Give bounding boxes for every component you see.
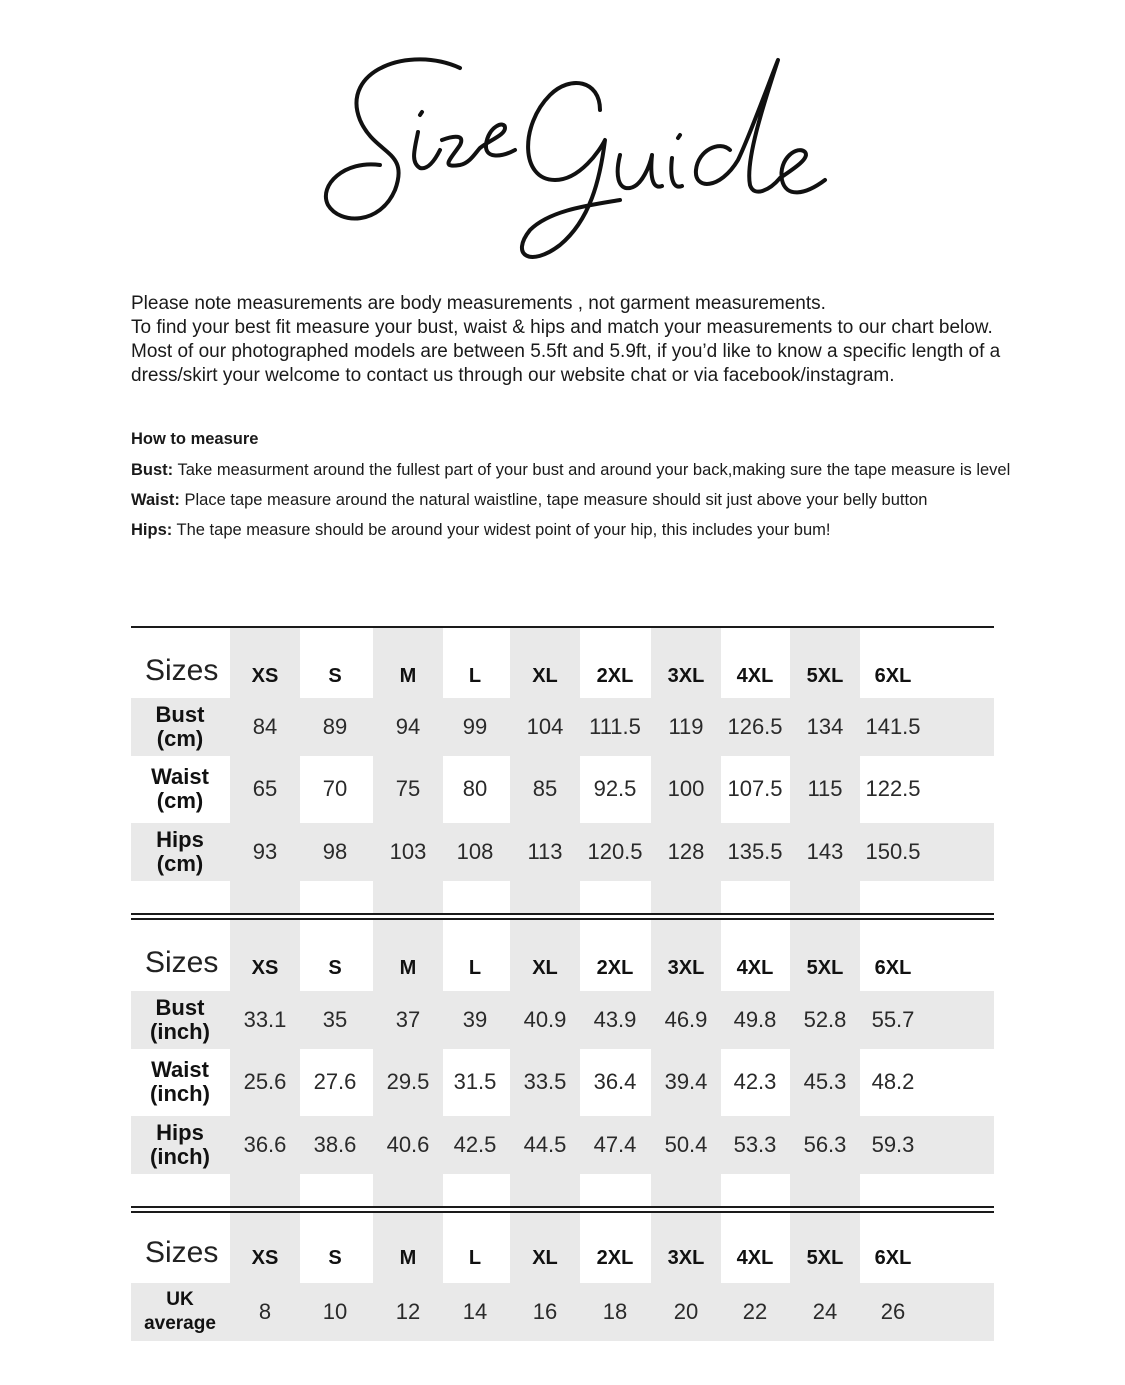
table-cell: 122.5 <box>865 776 921 801</box>
table-cell: 120.5 <box>587 839 643 864</box>
table-cell: 36.6 <box>243 1132 287 1157</box>
size-header: 3XL <box>667 664 705 687</box>
row-label <box>131 1283 229 1341</box>
table-cell: 85 <box>532 776 558 801</box>
row-label <box>131 823 229 881</box>
row-label-line-1: Bust <box>155 995 205 1020</box>
table-cell: 40.9 <box>523 1007 567 1032</box>
how-to-hips-text: The tape measure should be around your widest point of your hip, this includes your bum! <box>172 521 831 539</box>
table-cell: 22 <box>742 1299 768 1324</box>
row-label <box>131 698 229 756</box>
table-cell: 103 <box>389 839 427 864</box>
table-cell: 18 <box>602 1299 628 1324</box>
row-label <box>131 1116 229 1174</box>
table-cell: 115 <box>807 776 843 801</box>
size-header: 3XL <box>667 956 705 979</box>
how-to-bust-label: Bust: <box>131 461 174 479</box>
row-label-line-1: UK <box>166 1289 194 1310</box>
size-header: 2XL <box>596 1246 634 1269</box>
intro-line-2: To find your best fit measure your bust, waist & hips and match your measurements to our chart below. Most of our photographed models are between 5.5ft and 5.9ft, if you’d like to know a specific length of a dress/skirt your welcome to contact us through our website chat or via facebook/instagram. <box>131 317 1001 386</box>
table-cell: 40.6 <box>386 1132 430 1157</box>
table-cell: 33.1 <box>243 1007 287 1032</box>
divider-line <box>131 1206 994 1208</box>
table-cell: 25.6 <box>243 1069 287 1094</box>
table-cell: 43.9 <box>593 1007 637 1032</box>
how-to-bust <box>131 459 1021 482</box>
table-cell: 143 <box>806 839 844 864</box>
row-label-line-2: (cm) <box>156 726 204 751</box>
how-to-hips <box>131 519 1021 542</box>
size-header: L <box>468 664 482 687</box>
row-label-line-1: Waist <box>151 764 209 789</box>
table-cell: 128 <box>667 839 705 864</box>
table-cell: 59.3 <box>871 1132 915 1157</box>
size-header: 4XL <box>736 956 774 979</box>
table-cell: 10 <box>322 1299 348 1324</box>
table-cell: 38.6 <box>313 1132 357 1157</box>
intro-text <box>131 292 1021 388</box>
size-header: S <box>328 664 342 687</box>
table-cell: 113 <box>527 839 563 864</box>
size-header: 5XL <box>806 1246 844 1269</box>
size-header: 4XL <box>736 1246 774 1269</box>
table-cell: 119 <box>668 714 704 739</box>
table-cell: 84 <box>252 714 278 739</box>
row-label <box>131 991 229 1049</box>
table-cell: 45.3 <box>803 1069 847 1094</box>
intro-line-1: Please note measurements are body measurements , not garment measurements. <box>131 293 826 314</box>
table-cell: 33.5 <box>523 1069 567 1094</box>
table-cell: 24 <box>812 1299 838 1324</box>
table-cell: 141.5 <box>865 714 921 739</box>
size-header: S <box>328 956 342 979</box>
size-header: XS <box>251 1246 279 1269</box>
size-header: XS <box>251 664 279 687</box>
row-label-line-2: (cm) <box>156 788 204 813</box>
how-to-measure <box>131 428 1021 549</box>
row-label-line-2: (inch) <box>150 1144 210 1169</box>
row-label-line-2: (inch) <box>150 1019 210 1044</box>
table-cell: 29.5 <box>386 1069 430 1094</box>
how-to-waist <box>131 489 1021 512</box>
size-header: L <box>468 1246 482 1269</box>
size-header: XL <box>532 664 558 687</box>
table-cell: 100 <box>667 776 705 801</box>
how-to-waist-text: Place tape measure around the natural waistline, tape measure should sit just above your belly button <box>179 491 928 509</box>
table-cell: 108 <box>456 839 494 864</box>
size-header: 6XL <box>874 1246 912 1269</box>
sizes-label: Sizes <box>145 946 219 979</box>
table-cell: 14 <box>462 1299 488 1324</box>
size-header: 5XL <box>806 664 844 687</box>
row-label <box>131 1053 229 1111</box>
table-cell: 93 <box>252 839 278 864</box>
table-cell: 36.4 <box>593 1069 637 1094</box>
row-label-line-2: average <box>144 1313 216 1334</box>
size-header: XL <box>532 1246 558 1269</box>
table-cell: 52.8 <box>803 1007 847 1032</box>
size-header: S <box>328 1246 342 1269</box>
table-cell: 42.5 <box>453 1132 497 1157</box>
size-header: L <box>468 956 482 979</box>
size-header: XS <box>251 956 279 979</box>
table-cell: 98 <box>322 839 348 864</box>
table-cell: 55.7 <box>871 1007 915 1032</box>
row-label <box>131 760 229 818</box>
table-cell: 16 <box>532 1299 558 1324</box>
size-guide-title <box>300 40 840 280</box>
table-cell: 65 <box>252 776 278 801</box>
table-cell: 49.8 <box>733 1007 777 1032</box>
divider-line <box>131 913 994 915</box>
how-to-hips-label: Hips: <box>131 521 173 539</box>
row-label-line-1: Waist <box>151 1057 209 1082</box>
table-cell: 107.5 <box>727 776 783 801</box>
table-cell: 8 <box>258 1299 272 1324</box>
size-header: 2XL <box>596 664 634 687</box>
table-cell: 111.5 <box>589 714 641 739</box>
table-cell: 37 <box>395 1007 421 1032</box>
row-label-line-2: (cm) <box>156 851 204 876</box>
table-cell: 126.5 <box>727 714 783 739</box>
size-header: 3XL <box>667 1246 705 1269</box>
size-guide-script-logo <box>300 40 840 280</box>
table-cell: 75 <box>395 776 421 801</box>
table-cell: 94 <box>395 714 421 739</box>
size-header: 4XL <box>736 664 774 687</box>
table-cell: 39 <box>462 1007 488 1032</box>
sizes-label: Sizes <box>145 1236 219 1269</box>
row-label-line-1: Bust <box>155 702 205 727</box>
table-cell: 70 <box>322 776 348 801</box>
table-cell: 150.5 <box>865 839 921 864</box>
size-header: M <box>399 956 417 979</box>
table-cell: 44.5 <box>523 1132 567 1157</box>
table-cell: 135.5 <box>727 839 783 864</box>
table-cell: 53.3 <box>733 1132 777 1157</box>
table-cell: 134 <box>806 714 844 739</box>
size-header: XL <box>532 956 558 979</box>
table-cell: 47.4 <box>593 1132 637 1157</box>
table-cell: 48.2 <box>871 1069 915 1094</box>
table-cell: 89 <box>322 714 348 739</box>
table-cell: 92.5 <box>593 776 637 801</box>
table-cell: 80 <box>462 776 488 801</box>
size-header: 2XL <box>596 956 634 979</box>
table-cell: 27.6 <box>313 1069 357 1094</box>
table-cell: 39.4 <box>664 1069 708 1094</box>
how-to-heading: How to measure <box>131 430 259 448</box>
table-cell: 12 <box>395 1299 421 1324</box>
table-cell: 104 <box>526 714 564 739</box>
table-cell: 50.4 <box>664 1132 708 1157</box>
size-header: M <box>399 1246 417 1269</box>
row-label-line-1: Hips <box>156 827 204 852</box>
size-header: M <box>399 664 417 687</box>
table-cell: 20 <box>673 1299 699 1324</box>
table-cell: 46.9 <box>664 1007 708 1032</box>
table-cell: 26 <box>880 1299 906 1324</box>
row-label-line-2: (inch) <box>150 1081 210 1106</box>
how-to-waist-label: Waist: <box>131 491 180 509</box>
table-cell: 35 <box>322 1007 348 1032</box>
table-cell: 42.3 <box>733 1069 777 1094</box>
size-header: 5XL <box>806 956 844 979</box>
table-cell: 56.3 <box>803 1132 847 1157</box>
table-cell: 99 <box>462 714 488 739</box>
size-header: 6XL <box>874 664 912 687</box>
size-header: 6XL <box>874 956 912 979</box>
how-to-bust-text: Take measurment around the fullest part of your bust and around your back,making sure the tape measure is level <box>173 461 1011 479</box>
sizes-label: Sizes <box>145 654 219 687</box>
table-cell: 31.5 <box>453 1069 497 1094</box>
row-label-line-1: Hips <box>156 1120 204 1145</box>
